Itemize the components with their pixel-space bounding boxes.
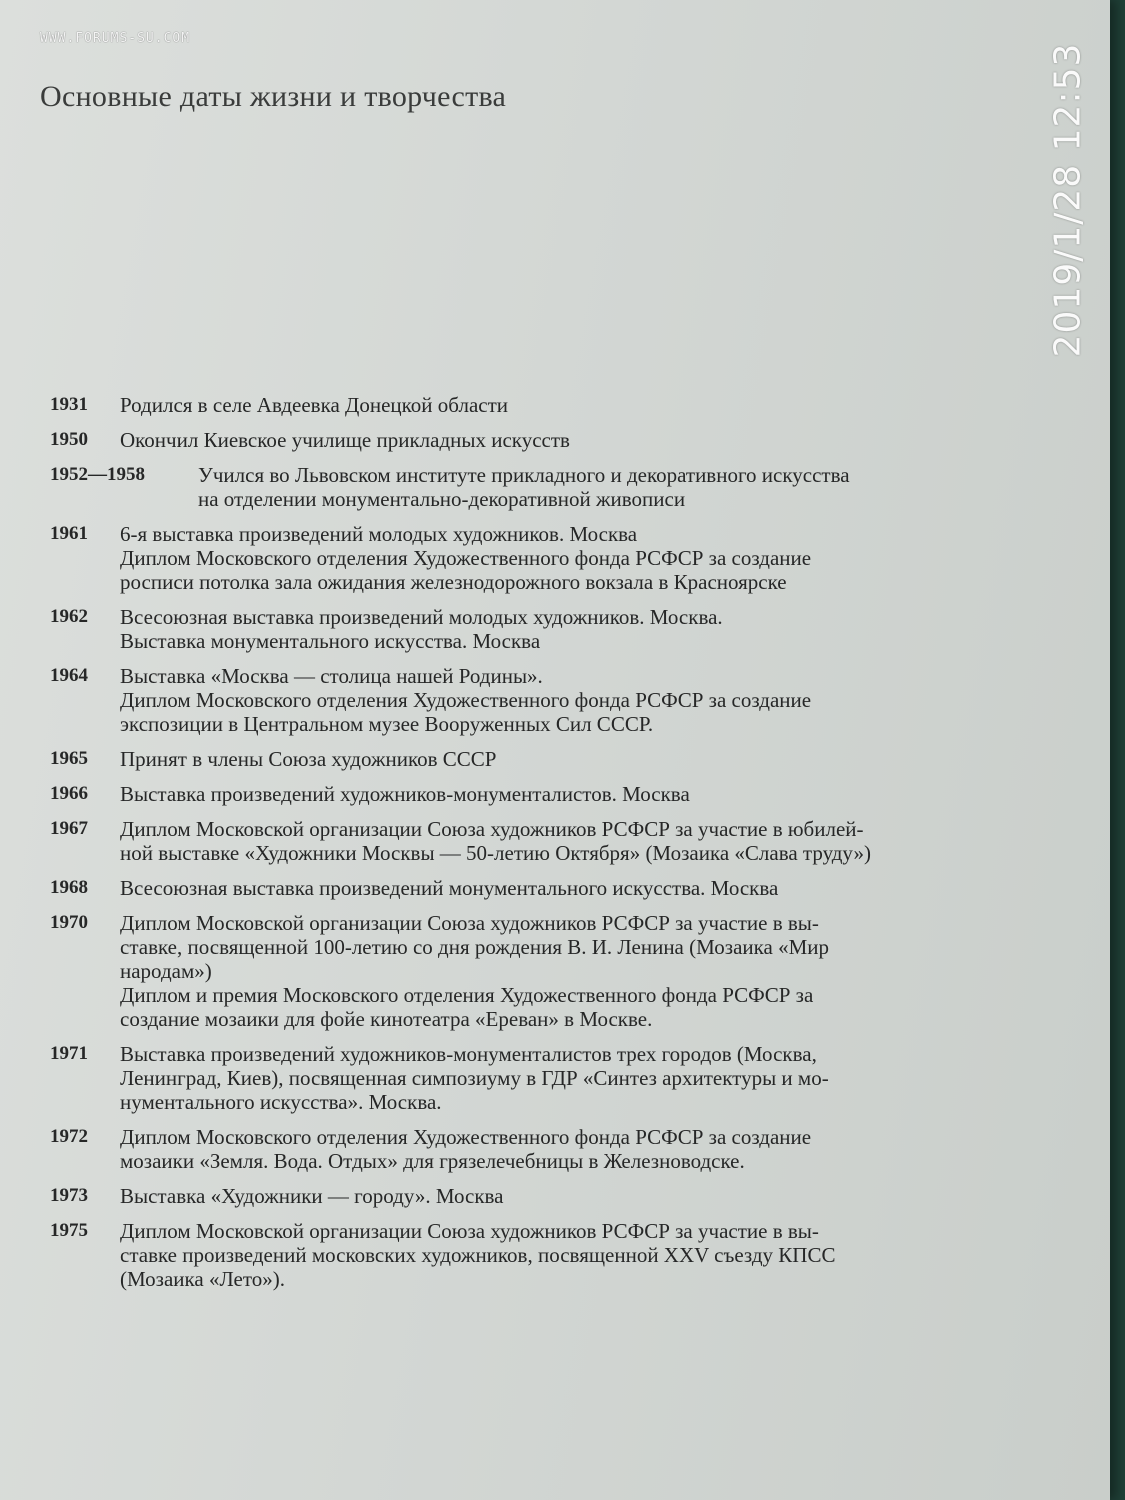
entry-line: создание мозаики для фойе кинотеатра «Ереван» в Москве. — [120, 1007, 653, 1031]
entry-line: Выставка произведений художников-монументалистов трех городов (Москва, — [120, 1042, 817, 1066]
entry-line: Родился в селе Авдеевка Донецкой области — [120, 393, 508, 417]
entry-text — [120, 747, 1050, 771]
entry-year: 1961 — [50, 523, 88, 544]
entry-line: Всесоюзная выставка произведений молодых художников. Москва. — [120, 605, 723, 629]
entry-text — [120, 393, 1050, 417]
entry-line: Диплом и премия Московского отделения Художественного фонда РСФСР за — [120, 983, 814, 1007]
chronology-entry — [50, 817, 1050, 865]
chronology-entry — [50, 876, 1050, 900]
entry-line: росписи потолка зала ожидания железнодорожного вокзала в Красноярске — [120, 570, 787, 594]
entry-year: 1975 — [50, 1220, 88, 1241]
entry-line: мозаики «Земля. Вода. Отдых» для грязелечебницы в Железноводске. — [120, 1149, 745, 1173]
entry-year: 1970 — [50, 912, 88, 933]
chronology-entry — [50, 605, 1050, 653]
entry-line: Окончил Киевское училище прикладных искусств — [120, 428, 570, 452]
entry-text — [120, 1042, 1050, 1114]
entry-line: Диплом Московского отделения Художественного фонда РСФСР за создание — [120, 546, 812, 570]
entry-line: Принят в члены Союза художников СССР — [120, 747, 497, 771]
entry-text — [120, 428, 1050, 452]
entry-line: Выставка «Москва — столица нашей Родины». — [120, 664, 543, 688]
chronology-entry — [50, 1125, 1050, 1173]
entry-year: 1950 — [50, 429, 88, 450]
entry-line: нументального искусства». Москва. — [120, 1090, 442, 1114]
photo-datestamp: 2019/1/28 12:53 — [1047, 42, 1089, 358]
entry-year: 1967 — [50, 818, 88, 839]
entry-text — [120, 911, 1050, 1031]
entry-line: ставке произведений московских художников, посвященной XXV съезду КПСС — [120, 1243, 836, 1267]
entry-text — [120, 522, 1050, 594]
entry-line: Всесоюзная выставка произведений монументального искусства. Москва — [120, 876, 779, 900]
entry-year: 1971 — [50, 1043, 88, 1064]
chronology-entry — [50, 393, 1050, 417]
entry-line: экспозиции в Центральном музее Вооруженных Сил СССР. — [120, 712, 654, 736]
entry-year: 1952—1958 — [50, 464, 145, 485]
page-title: Основные даты жизни и творчества — [40, 80, 507, 113]
entry-year: 1972 — [50, 1126, 88, 1147]
entry-year: 1931 — [50, 394, 88, 415]
chronology-entry — [50, 522, 1050, 594]
chronology-entry — [50, 911, 1050, 1031]
entry-line: Выставка произведений художников-монументалистов. Москва — [120, 782, 690, 806]
entry-text — [120, 1184, 1050, 1208]
entry-line: народам») — [120, 959, 212, 983]
entry-line: Выставка «Художники — городу». Москва — [120, 1184, 504, 1208]
entry-year: 1966 — [50, 783, 88, 804]
entry-text — [120, 876, 1050, 900]
entry-text — [120, 605, 1050, 653]
chronology-entry — [50, 747, 1050, 771]
entry-line: Ленинград, Киев), посвященная симпозиуму в ГДР «Синтез архитектуры и мо- — [120, 1066, 829, 1090]
entry-line: 6-я выставка произведений молодых художников. Москва — [120, 522, 638, 546]
chronology-entry — [50, 1042, 1050, 1114]
entry-line: Диплом Московского отделения Художественного фонда РСФСР за создание — [120, 688, 812, 712]
entry-year: 1965 — [50, 748, 88, 769]
entry-line: Диплом Московской организации Союза художников РСФСР за участие в юбилей- — [120, 817, 864, 841]
entry-text — [120, 664, 1050, 736]
entry-line: Диплом Московской организации Союза художников РСФСР за участие в вы- — [120, 1219, 819, 1243]
entry-line: Выставка монументального искусства. Москва — [120, 629, 541, 653]
entry-line: ной выставке «Художники Москвы — 50-летию Октября» (Мозаика «Слава труду») — [120, 841, 871, 865]
entry-text — [120, 817, 1050, 865]
entry-year: 1964 — [50, 665, 88, 686]
chronology-entry — [50, 1184, 1050, 1208]
chronology-entry — [50, 463, 1050, 511]
entry-text — [120, 1125, 1050, 1173]
entry-year: 1968 — [50, 877, 88, 898]
entry-text — [120, 1219, 1050, 1291]
chronology-entry — [50, 782, 1050, 806]
site-watermark: WWW.FORUMS-SU.COM — [40, 31, 191, 46]
entry-line: Диплом Московского отделения Художественного фонда РСФСР за создание — [120, 1125, 812, 1149]
entry-line: ставке, посвященной 100-летию со дня рождения В. И. Ленина (Мозаика «Мир — [120, 935, 829, 959]
chronology-entry — [50, 1219, 1050, 1291]
entry-text — [120, 782, 1050, 806]
entry-year: 1962 — [50, 606, 88, 627]
chronology-entry — [50, 428, 1050, 452]
chronology-list — [50, 393, 1050, 1302]
entry-line: на отделении монументально-декоративной живописи — [198, 487, 686, 511]
entry-line: Диплом Московской организации Союза художников РСФСР за участие в вы- — [120, 911, 819, 935]
entry-year: 1973 — [50, 1185, 88, 1206]
entry-line: (Мозаика «Лето»). — [120, 1267, 286, 1291]
entry-line: Учился во Львовском институте прикладного и декоративного искусства — [198, 463, 850, 487]
entry-text — [198, 463, 1050, 511]
chronology-entry — [50, 664, 1050, 736]
